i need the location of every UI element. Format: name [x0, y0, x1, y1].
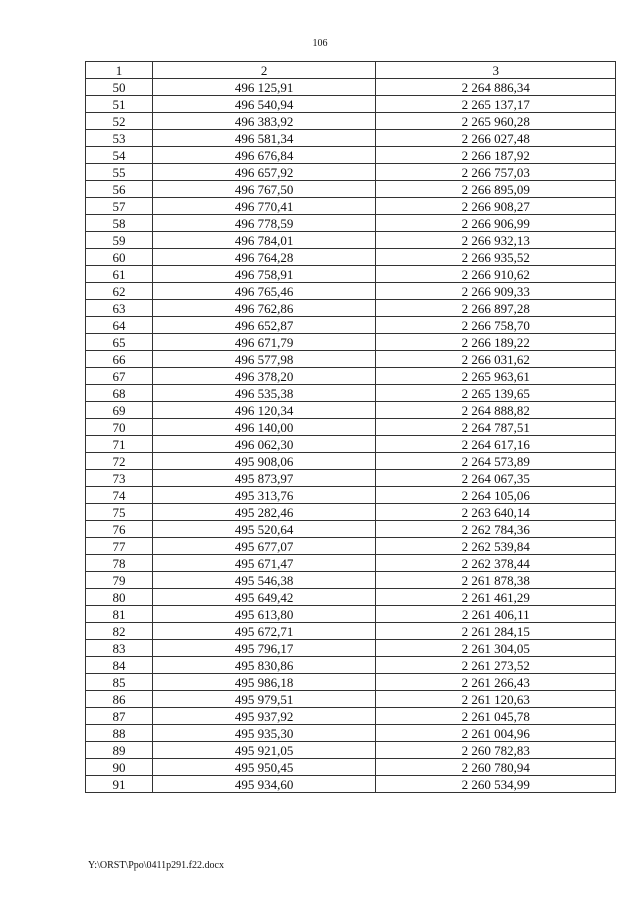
y-coordinate-cell: 2 261 304,05 — [376, 640, 616, 657]
table-row — [86, 674, 616, 691]
x-coordinate-cell: 496 581,34 — [152, 130, 376, 147]
table-row — [86, 487, 616, 504]
point-number-cell: 78 — [86, 555, 153, 572]
x-coordinate-cell: 496 778,59 — [152, 215, 376, 232]
point-number-cell: 58 — [86, 215, 153, 232]
table-row — [86, 283, 616, 300]
point-number-cell: 52 — [86, 113, 153, 130]
x-coordinate-cell: 496 762,86 — [152, 300, 376, 317]
x-coordinate-cell: 496 535,38 — [152, 385, 376, 402]
point-number-cell: 86 — [86, 691, 153, 708]
x-coordinate-cell: 495 649,42 — [152, 589, 376, 606]
table-row — [86, 555, 616, 572]
x-coordinate-cell: 496 378,20 — [152, 368, 376, 385]
y-coordinate-cell: 2 261 004,96 — [376, 725, 616, 742]
point-number-cell: 54 — [86, 147, 153, 164]
x-coordinate-cell: 496 125,91 — [152, 79, 376, 96]
x-coordinate-cell: 496 676,84 — [152, 147, 376, 164]
table-row — [86, 368, 616, 385]
table-row — [86, 266, 616, 283]
point-number-cell: 59 — [86, 232, 153, 249]
table-row — [86, 402, 616, 419]
x-coordinate-cell: 496 383,92 — [152, 113, 376, 130]
x-coordinate-cell: 495 986,18 — [152, 674, 376, 691]
x-coordinate-cell: 496 120,34 — [152, 402, 376, 419]
table-row — [86, 249, 616, 266]
point-number-cell: 79 — [86, 572, 153, 589]
x-coordinate-cell: 495 313,76 — [152, 487, 376, 504]
y-coordinate-cell: 2 264 573,89 — [376, 453, 616, 470]
point-number-cell: 63 — [86, 300, 153, 317]
x-coordinate-cell: 496 140,00 — [152, 419, 376, 436]
table-row — [86, 470, 616, 487]
y-coordinate-cell: 2 261 461,29 — [376, 589, 616, 606]
y-coordinate-cell: 2 266 906,99 — [376, 215, 616, 232]
y-coordinate-cell: 2 265 960,28 — [376, 113, 616, 130]
x-coordinate-cell: 496 657,92 — [152, 164, 376, 181]
point-number-cell: 88 — [86, 725, 153, 742]
y-coordinate-cell: 2 260 534,99 — [376, 776, 616, 793]
y-coordinate-cell: 2 266 757,03 — [376, 164, 616, 181]
table-row — [86, 589, 616, 606]
y-coordinate-cell: 2 266 908,27 — [376, 198, 616, 215]
table-row — [86, 351, 616, 368]
x-coordinate-cell: 495 950,45 — [152, 759, 376, 776]
table-row — [86, 113, 616, 130]
y-coordinate-cell: 2 260 780,94 — [376, 759, 616, 776]
point-number-cell: 87 — [86, 708, 153, 725]
y-coordinate-cell: 2 261 284,15 — [376, 623, 616, 640]
table-row — [86, 623, 616, 640]
y-coordinate-cell: 2 266 187,92 — [376, 147, 616, 164]
x-coordinate-cell: 495 934,60 — [152, 776, 376, 793]
table-row — [86, 640, 616, 657]
table-row — [86, 657, 616, 674]
y-coordinate-cell: 2 264 617,16 — [376, 436, 616, 453]
x-coordinate-cell: 495 671,47 — [152, 555, 376, 572]
table-row — [86, 759, 616, 776]
y-coordinate-cell: 2 261 266,43 — [376, 674, 616, 691]
y-coordinate-cell: 2 266 031,62 — [376, 351, 616, 368]
x-coordinate-cell: 495 830,86 — [152, 657, 376, 674]
x-coordinate-cell: 495 908,06 — [152, 453, 376, 470]
y-coordinate-cell: 2 260 782,83 — [376, 742, 616, 759]
x-coordinate-cell: 495 979,51 — [152, 691, 376, 708]
y-coordinate-cell: 2 261 120,63 — [376, 691, 616, 708]
x-coordinate-cell: 495 873,97 — [152, 470, 376, 487]
x-coordinate-cell: 496 652,87 — [152, 317, 376, 334]
x-coordinate-cell: 496 577,98 — [152, 351, 376, 368]
point-number-cell: 84 — [86, 657, 153, 674]
point-number-cell: 74 — [86, 487, 153, 504]
point-number-cell: 83 — [86, 640, 153, 657]
y-coordinate-cell: 2 262 539,84 — [376, 538, 616, 555]
y-coordinate-cell: 2 264 787,51 — [376, 419, 616, 436]
table-row — [86, 232, 616, 249]
y-coordinate-cell: 2 264 886,34 — [376, 79, 616, 96]
table-row — [86, 130, 616, 147]
table-row — [86, 79, 616, 96]
point-number-cell: 80 — [86, 589, 153, 606]
y-coordinate-cell: 2 266 932,13 — [376, 232, 616, 249]
y-coordinate-cell: 2 262 378,44 — [376, 555, 616, 572]
table-row — [86, 691, 616, 708]
table-row — [86, 198, 616, 215]
point-number-cell: 85 — [86, 674, 153, 691]
point-number-cell: 70 — [86, 419, 153, 436]
point-number-cell: 73 — [86, 470, 153, 487]
point-number-cell: 65 — [86, 334, 153, 351]
y-coordinate-cell: 2 263 640,14 — [376, 504, 616, 521]
x-coordinate-cell: 496 062,30 — [152, 436, 376, 453]
y-coordinate-cell: 2 266 910,62 — [376, 266, 616, 283]
point-number-cell: 90 — [86, 759, 153, 776]
x-coordinate-cell: 495 546,38 — [152, 572, 376, 589]
page-number: 106 — [312, 38, 328, 49]
coordinates-table — [85, 61, 616, 793]
point-number-cell: 91 — [86, 776, 153, 793]
table-row — [86, 776, 616, 793]
y-coordinate-cell: 2 261 045,78 — [376, 708, 616, 725]
table-row — [86, 215, 616, 232]
point-number-cell: 67 — [86, 368, 153, 385]
table-body — [86, 79, 616, 793]
x-coordinate-cell: 496 540,94 — [152, 96, 376, 113]
table-row — [86, 538, 616, 555]
table-row — [86, 385, 616, 402]
y-coordinate-cell: 2 266 758,70 — [376, 317, 616, 334]
point-number-cell: 75 — [86, 504, 153, 521]
table-row — [86, 436, 616, 453]
point-number-cell: 82 — [86, 623, 153, 640]
x-coordinate-cell: 495 796,17 — [152, 640, 376, 657]
point-number-cell: 50 — [86, 79, 153, 96]
y-coordinate-cell: 2 261 878,38 — [376, 572, 616, 589]
y-coordinate-cell: 2 261 406,11 — [376, 606, 616, 623]
file-path-footer: Y:\ORST\Ppo\0411p291.f22.docx — [88, 860, 224, 871]
x-coordinate-cell: 495 677,07 — [152, 538, 376, 555]
y-coordinate-cell: 2 266 897,28 — [376, 300, 616, 317]
point-number-cell: 66 — [86, 351, 153, 368]
table-row — [86, 742, 616, 759]
table-row — [86, 708, 616, 725]
table-row — [86, 725, 616, 742]
y-coordinate-cell: 2 264 067,35 — [376, 470, 616, 487]
x-coordinate-cell: 496 767,50 — [152, 181, 376, 198]
table-header-row — [86, 62, 616, 79]
y-coordinate-cell: 2 266 895,09 — [376, 181, 616, 198]
x-coordinate-cell: 495 937,92 — [152, 708, 376, 725]
y-coordinate-cell: 2 266 935,52 — [376, 249, 616, 266]
x-coordinate-cell: 496 784,01 — [152, 232, 376, 249]
point-number-cell: 62 — [86, 283, 153, 300]
point-number-cell: 81 — [86, 606, 153, 623]
point-number-cell: 77 — [86, 538, 153, 555]
point-number-cell: 71 — [86, 436, 153, 453]
point-number-cell: 53 — [86, 130, 153, 147]
y-coordinate-cell: 2 266 027,48 — [376, 130, 616, 147]
x-coordinate-cell: 496 765,46 — [152, 283, 376, 300]
x-coordinate-cell: 496 671,79 — [152, 334, 376, 351]
table-row — [86, 572, 616, 589]
point-number-cell: 55 — [86, 164, 153, 181]
table-row — [86, 147, 616, 164]
x-coordinate-cell: 496 770,41 — [152, 198, 376, 215]
x-coordinate-cell: 495 282,46 — [152, 504, 376, 521]
table-row — [86, 521, 616, 538]
point-number-cell: 68 — [86, 385, 153, 402]
column-header-2: 2 — [152, 62, 376, 79]
y-coordinate-cell: 2 261 273,52 — [376, 657, 616, 674]
y-coordinate-cell: 2 265 139,65 — [376, 385, 616, 402]
column-header-3: 3 — [376, 62, 616, 79]
y-coordinate-cell: 2 264 888,82 — [376, 402, 616, 419]
y-coordinate-cell: 2 265 963,61 — [376, 368, 616, 385]
table-row — [86, 317, 616, 334]
table-row — [86, 606, 616, 623]
point-number-cell: 89 — [86, 742, 153, 759]
y-coordinate-cell: 2 262 784,36 — [376, 521, 616, 538]
table-row — [86, 164, 616, 181]
point-number-cell: 76 — [86, 521, 153, 538]
point-number-cell: 69 — [86, 402, 153, 419]
point-number-cell: 51 — [86, 96, 153, 113]
x-coordinate-cell: 496 758,91 — [152, 266, 376, 283]
point-number-cell: 72 — [86, 453, 153, 470]
point-number-cell: 60 — [86, 249, 153, 266]
point-number-cell: 57 — [86, 198, 153, 215]
y-coordinate-cell: 2 265 137,17 — [376, 96, 616, 113]
y-coordinate-cell: 2 264 105,06 — [376, 487, 616, 504]
x-coordinate-cell: 495 613,80 — [152, 606, 376, 623]
point-number-cell: 56 — [86, 181, 153, 198]
x-coordinate-cell: 495 672,71 — [152, 623, 376, 640]
y-coordinate-cell: 2 266 909,33 — [376, 283, 616, 300]
table-row — [86, 300, 616, 317]
x-coordinate-cell: 495 520,64 — [152, 521, 376, 538]
x-coordinate-cell: 495 921,05 — [152, 742, 376, 759]
table-row — [86, 504, 616, 521]
table-row — [86, 453, 616, 470]
x-coordinate-cell: 495 935,30 — [152, 725, 376, 742]
point-number-cell: 61 — [86, 266, 153, 283]
column-header-1: 1 — [86, 62, 153, 79]
table-row — [86, 419, 616, 436]
x-coordinate-cell: 496 764,28 — [152, 249, 376, 266]
y-coordinate-cell: 2 266 189,22 — [376, 334, 616, 351]
table-row — [86, 181, 616, 198]
point-number-cell: 64 — [86, 317, 153, 334]
table-row — [86, 96, 616, 113]
table-row — [86, 334, 616, 351]
